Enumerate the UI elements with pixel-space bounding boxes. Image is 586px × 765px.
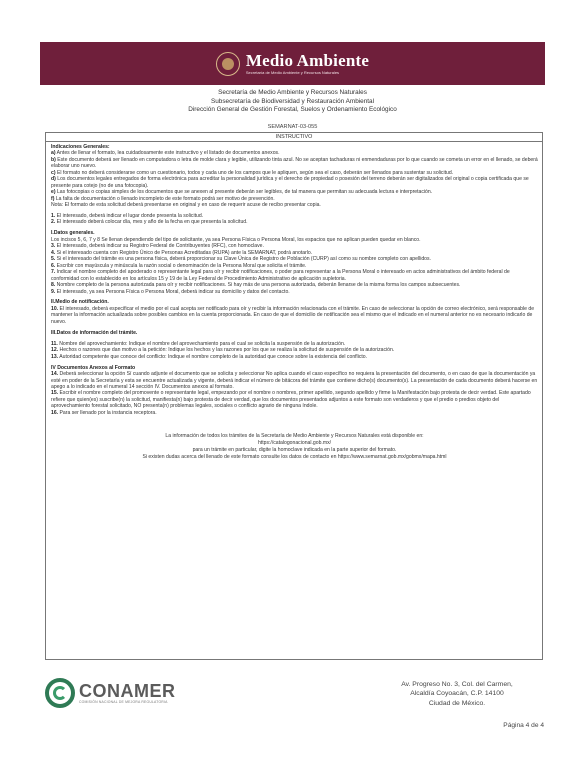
item-text: El interesado deberá colocar día, mes y año de la fecha en que presenta la solicitud.	[56, 219, 248, 226]
item-number: 5.	[51, 256, 56, 263]
info-line: La información de todos los trámites de la Secretaría de Medio Ambiente y Recursos Naturales está disponible en:	[165, 433, 424, 440]
document-heading	[40, 89, 545, 115]
item-number: 9.	[51, 288, 56, 295]
item-number: 7.	[51, 269, 56, 276]
item-number: 3.	[51, 243, 56, 250]
brand-title: Medio Ambiente	[245, 50, 370, 70]
item-text: Nombre completo de la persona autorizada para oír y recibir notificaciones. Si hay más de una persona autorizada, deberán llenarse de la misma forma los campos subsecuentes.	[56, 282, 461, 289]
item-number: f)	[51, 195, 55, 202]
item-text: El interesado, ya sea Persona Física o Persona Moral, deberá indicar su domicilio y datos del contacto.	[56, 288, 290, 295]
instructivo-title: INSTRUCTIVO	[46, 133, 542, 142]
instruction-item	[51, 390, 538, 409]
item-text: Las fotocopias o copias simples de los documentos que se anexen al presente deberán ser legibles, de tal manera que permitan su adecuada lectura e interpretación.	[56, 189, 433, 196]
item-number: 11.	[51, 340, 58, 347]
item-number: 15.	[51, 390, 59, 397]
item-number: 4.	[51, 249, 56, 256]
item-number: 14.	[51, 371, 59, 378]
item-number: 8.	[51, 282, 56, 289]
instructivo-content	[46, 142, 542, 461]
item-number: 1.	[51, 213, 56, 220]
item-text: Escribir con mayúscula y minúscula la razón social o denominación de la Persona Moral que solicita el trámite.	[56, 262, 307, 269]
item-text: Los documentos legales entregados de forma electrónica para acreditar la personalidad jurídica y el derecho de propiedad o posesión del terreno deberán ser digitalizados del original o copia certificada que se presente para cotejo (no de una fotocopia).	[51, 176, 529, 189]
logo-subtitle: COMISIÓN NACIONAL DE MEJORA REGULATORIA	[79, 699, 168, 704]
item-number: 16.	[51, 409, 59, 416]
section-heading: II.Medio de notificación.	[51, 299, 109, 306]
info-block	[51, 433, 538, 461]
item-number: 12.	[51, 347, 59, 354]
brand-subtitle: Secretaría de Medio Ambiente y Recursos Naturales	[245, 69, 340, 75]
item-text: La falta de documentación o llenado incompleto de este formato podrá ser motivo de prevención.	[55, 195, 275, 202]
catalog-link[interactable]: https://catalogonacional.gob.mx/	[257, 440, 332, 447]
contact-info-line: Si existen dudas acerca del llenado de este formato consulte los datos de contacto en https://www.semarnat.gob.mx/gobmx/mapa.html	[142, 454, 447, 461]
item-number: b)	[51, 156, 56, 163]
section-heading: III.Datos de información del trámite.	[51, 329, 138, 336]
heading-direccion: Dirección General de Gestión Forestal, Suelos y Ordenamiento Ecológico	[188, 106, 397, 114]
item-number: 6.	[51, 262, 56, 269]
item-text: Deberá seleccionar la opción Sí cuando adjunte el documento que se solicita y seleccionar No aplica cuando el caso específico no requiera la presentación del documento, o en caso de que la documentación ya esté en poder de la Secretaría y esta se encuentre actualizada y vigente, deberá indicar el número de bitácora del trámite que contiene dicho(s) documento(s). La presentación de cada documento deberá hacerse en apego a lo indicado en el numeral 14 sección IV. Documentos anexos al formato.	[51, 371, 538, 390]
item-text: Antes de llenar el formato, lea cuidadosamente este instructivo y el listado de documentos anexos.	[56, 150, 280, 157]
item-number: a)	[51, 150, 56, 157]
address-line: Av. Progreso No. 3, Col. del Carmen,	[401, 681, 513, 688]
instruction-item	[51, 176, 538, 189]
address-line: Ciudad de México.	[428, 699, 486, 707]
item-number: 2.	[51, 219, 56, 226]
item-number: 13.	[51, 353, 59, 360]
item-text: El interesado, deberá especificar el medio por el cual acepta ser notificado para oír y recibir la información relacionada con el trámite. En caso de seleccionar la opción de correo electrónico, será responsable de mantener la información actualizada sobre posibles cambios en la cuenta proporcionada. En caso de que el domicilio de notificación sea el mismo que el indicado en el numeral anterior no es necesario indicarlo de nuevo.	[51, 305, 535, 325]
item-number: e)	[51, 189, 56, 196]
instruction-item	[51, 410, 538, 416]
page-number: Página 4 de 4	[503, 722, 544, 729]
item-text: El interesado, deberá indicar el lugar donde presenta la solicitud.	[56, 213, 204, 220]
info-line: para un trámite en particular, digite la homoclave indicada en la parte superior del formato.	[192, 447, 397, 454]
address-block	[372, 680, 542, 708]
conamer-emblem-icon	[45, 678, 75, 708]
item-number: c)	[51, 169, 56, 176]
item-text: Escribir el nombre completo del promovente o representante legal, empezando por el nombre o nombres, primer apellido, segundo apellido y firme la Manifestación bajo protesta de decir verdad. Este apartado refiere que quien(es) suscribe(n) la solicitud, manifiesta(n) bajo protesta de decir verdad, que los documentos presentados adjuntos a este formato son verdaderos y que el predio o predios objeto del aprovechamiento forestal solicitado, NO presenta(n) problemas legales, sociales o conflicto agrario de ninguna índole.	[51, 390, 531, 410]
item-text: Nombre del aprovechamiento: Indique el nombre del aprovechamiento para el cual se solicita la suspensión de la autorización.	[59, 340, 346, 347]
instructivo-box	[45, 132, 543, 660]
item-text: Autoridad competente que conoce del conflicto: Indique el nombre completo de la autoridad que conoce sobre la existencia del conflicto.	[59, 353, 368, 360]
instruction-item	[51, 371, 538, 390]
national-seal-icon	[216, 52, 240, 76]
address-line: Alcaldía Coyoacán, C.P. 14100	[410, 690, 504, 698]
section-heading: I.Datos generales.	[51, 230, 95, 237]
item-text: El formato no deberá considerarse como un cuestionario, todos y cada uno de los campos que le apliquen, según sea el caso, deberán ser llenados para sustentar su solicitud.	[56, 169, 454, 176]
form-code: SEMARNAT-03-055	[267, 124, 318, 130]
item-number: 10.	[51, 305, 59, 312]
item-text: Si el interesado cuenta con Registro Único de Personas Acreditadas (RUPA) ante la SEMARNAT, podrá anotarlo.	[56, 249, 313, 256]
item-text: Si el interesado del trámite es una persona física, deberá proporcionar su Clave Única de Registro de Población (CURP) así como su nombre completo con apellidos.	[56, 256, 431, 263]
header-banner	[40, 42, 545, 85]
heading-subsecretaria: Subsecretaría de Biodiversidad y Restauración Ambiental	[210, 97, 375, 105]
instruction-item	[51, 306, 538, 325]
item-text: Indicar el nombre completo del apoderado o representante legal para oír y recibir notificaciones, o poder para representar a la Persona Moral o interesado en actos administrativos del ámbito federal de conformidad con lo establecido en los artículos 15 y 19 de la Ley Federal de Procedimiento Administrativo de aplicación supletoria.	[51, 269, 510, 282]
item-text: Este documento deberá ser llenado en computadora o letra de molde clara y legible, utilizando tinta azul. No se aceptan tachaduras ni enmendaduras por lo que cuando se cometa un error en el llenado, se deberá elaborar uno nuevo.	[51, 156, 538, 170]
item-text: Para ser llenado por la instancia receptora.	[59, 409, 157, 416]
instruction-item	[51, 157, 538, 170]
section-intro: Los incisos 5, 6, 7 y 8 Se llenan dependiendo del tipo de solicitante, ya sea Persona Física o Persona Moral, los espacios que no aplican pueden quedar en blanco.	[51, 236, 421, 243]
item-text: El interesado, deberá indicar su Registro Federal de Contribuyentes (RFC), con homoclave.	[56, 243, 264, 250]
item-text: Hechos o razones que dan motivo a la petición: Indique los hechos y las razones por los que se realiza la solicitud de suspensión de la autorización.	[59, 347, 395, 354]
conamer-logo	[45, 678, 176, 708]
heading-secretaria: Secretaría de Medio Ambiente y Recursos Naturales	[218, 89, 367, 96]
section-heading: Indicaciones Generales:	[51, 144, 110, 150]
note-text: Nota: El formato de esta solicitud deberá presentarse en original y en caso de requerir acuse de recibo presentar copia.	[51, 202, 321, 209]
section-heading: IV Documentos Anexos al Formato	[51, 364, 136, 371]
instruction-item	[51, 269, 538, 282]
logo-name: CONAMER	[79, 680, 176, 701]
item-number: d)	[51, 176, 56, 183]
